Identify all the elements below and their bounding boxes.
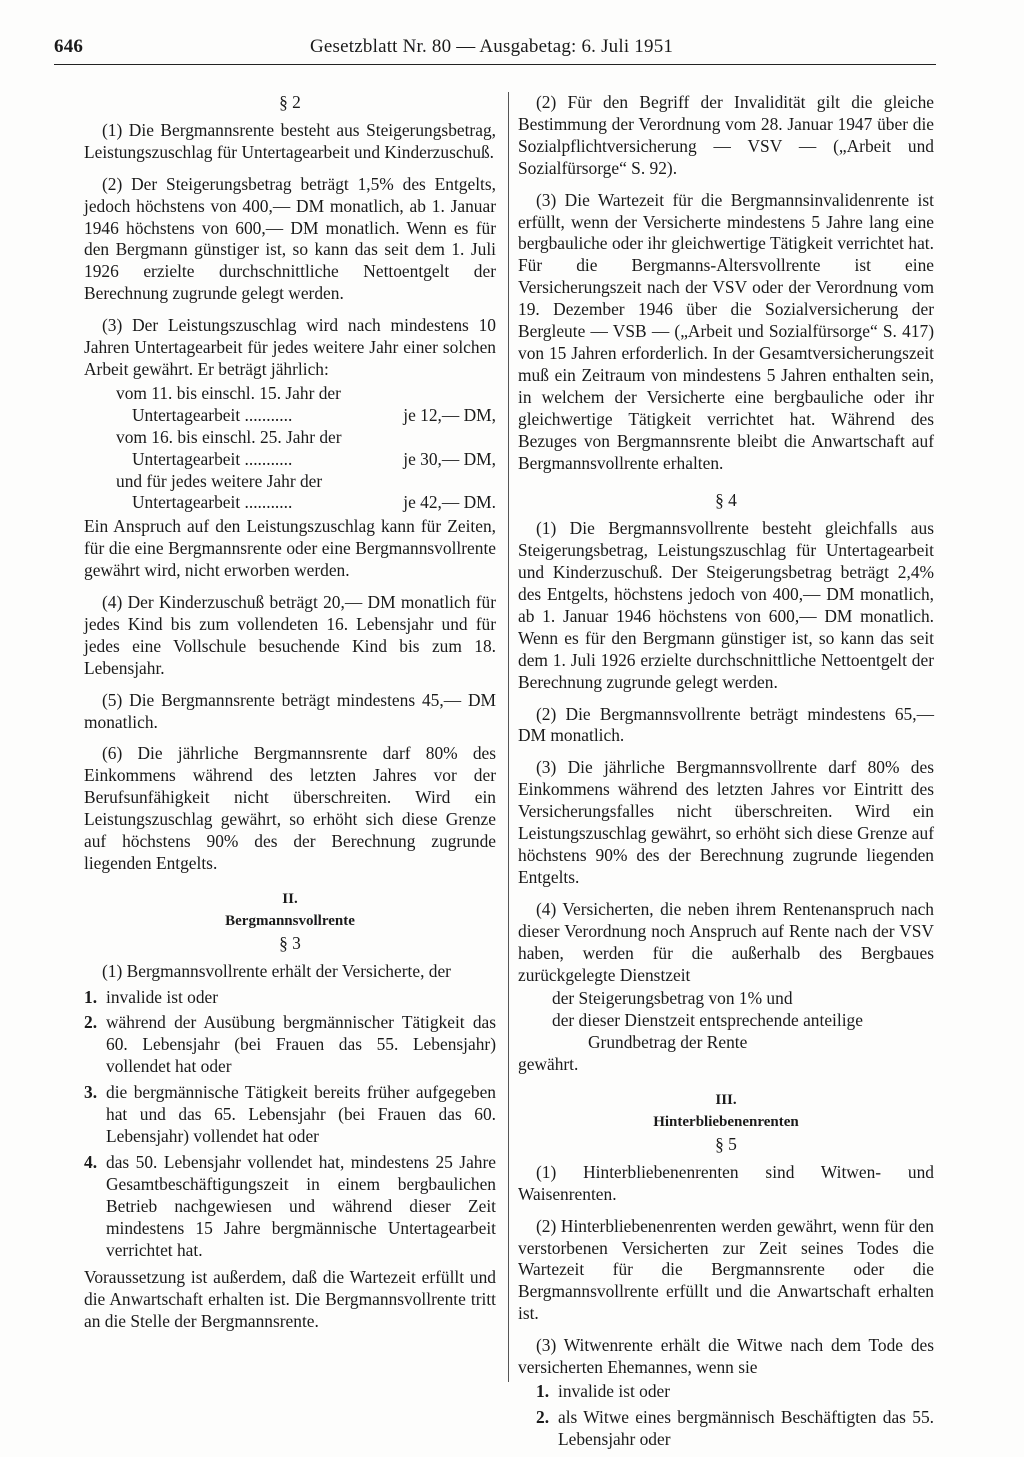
indented-line: der dieser Dienstzeit entsprechende anteilige: [552, 1010, 863, 1031]
paragraph: (2) Hinterbliebenenrenten werden gewährt, wenn für den verstorbenen Versicherten zur Zeit seines Todes die Wartezeit für die Bergmannsrente oder die Bergmannsvollrente erfüllt und die Anwartschaft erhalten ist.: [518, 1215, 934, 1324]
list-item-number: 2.: [536, 1406, 550, 1427]
list-item-text: das 50. Lebensjahr vollendet hat, mindestens 25 Jahre Gesamtbeschäftigungszeit in einem bergbaulichen Betrieb nachgewiesen und während dieser Zeit mindestens 15 Jahre bergmännische Untertagearbeit verrichtet hat.: [106, 1151, 496, 1260]
page-header: [54, 36, 936, 65]
list-item: [84, 1152, 496, 1262]
paragraph: (3) Witwenrente erhält die Witwe nach dem Tode des versicherten Ehemannes, wenn sie: [518, 1335, 934, 1378]
table-row-label: Untertagearbeit ...........: [132, 492, 293, 513]
table-row: [84, 471, 496, 493]
paragraph-tail: gewährt.: [518, 1054, 579, 1075]
table-row-amount: je 30,— DM,: [403, 448, 496, 469]
paragraph: (2) Der Steigerungsbetrag beträgt 1,5% des Entgelts, jedoch höchstens von 400,— DM monatlich, ab 1. Januar 1946 höchstens von 600,— DM monatlich. Wenn es für den Bergmann günstiger ist, so kann das seit dem 1. Juli 1926 erzielte durchschnittliche Nettoentgelt der Berechnung zugrunde gelegt werden.: [84, 173, 496, 304]
list-item-text: invalide ist oder: [106, 986, 219, 1007]
supplement-table: [84, 383, 496, 514]
paragraph: (1) Hinterbliebenenrenten sind Witwen- und Waisenrenten.: [518, 1161, 934, 1204]
list-item-number: 4.: [84, 1151, 98, 1172]
table-row-label: und für jedes weitere Jahr der: [116, 470, 323, 491]
table-row-label: Untertagearbeit ...........: [132, 448, 293, 469]
table-row-label: Untertagearbeit ...........: [132, 404, 293, 425]
list-item-number: 1.: [84, 986, 98, 1007]
table-row: [84, 405, 496, 427]
paragraph: (4) Versicherten, die neben ihrem Rentenanspruch nach dieser Verordnung noch Anspruch auf Rente nach der VSV haben, werden für die außerhalb des Bergbaues zurückgelegte Dienstzeit: [518, 898, 934, 985]
list-item-number: 3.: [84, 1082, 98, 1103]
paragraph: (3) Der Leistungszuschlag wird nach mindestens 10 Jahren Untertagearbeit für jedes weitere Jahr einer solchen Arbeit gewährt. Er beträgt jährlich:: [84, 315, 496, 379]
paragraph: (4) Der Kinderzuschuß beträgt 20,— DM monatlich für jedes Kind bis zum vollendeten 16. Lebensjahr und für jedes eine Vollschule besuchende Kind bis zum 18. Lebensjahr.: [84, 592, 496, 678]
list-item-text: während der Ausübung bergmännischer Tätigkeit das 60. Lebensjahr (bei Frauen das 55. Lebensjahr) vollendet hat oder: [106, 1012, 496, 1077]
paragraph: (3) Die Wartezeit für die Bergmannsinvalidenrente ist erfüllt, wenn der Versicherte mindestens 5 Jahre lang eine bergbauliche oder ihr gleichwertige Tätigkeit verrichtet hat. Für die Bergmanns-Altersvollrente ist eine Versicherungszeit nach der VSV oder der Verordnung vom 19. Dezember 1946 über die Sozialversicherung der Bergleute — VSB — („Arbeit und Sozialfürsorge“ S. 417) von 15 Jahren erforderlich. In der Gesamtversicherungszeit muß ein Zeitraum von mindestens 5 Jahren enthalten sein, in welchem der Versicherte eine bergbauliche oder ihr gleichwertige Tätigkeit verrichtet hat. Während des Bezuges von Bergmannsrente bleibt die Anwartschaft auf Bergmannsvollrente erhalten.: [518, 189, 934, 473]
condition-list: [518, 1381, 934, 1451]
table-row: [84, 449, 496, 471]
list-item: [536, 1407, 934, 1451]
table-row-label: vom 11. bis einschl. 15. Jahr der: [116, 382, 341, 403]
section-heading-4: § 4: [715, 490, 737, 511]
column-divider: [508, 92, 509, 1382]
paragraph: Ein Anspruch auf den Leistungszuschlag kann für Zeiten, für die eine Bergmannsrente oder eine Bergmannsvollrente gewährt wird, nicht erworben werden.: [84, 516, 496, 581]
section-heading-5: § 5: [715, 1133, 737, 1154]
running-head: Gesetzblatt Nr. 80 — Ausgabetag: 6. Juli 1951: [310, 36, 674, 57]
paragraph: (1) Bergmannsvollrente erhält der Versicherte, der: [102, 960, 451, 981]
list-item-text: die bergmännische Tätigkeit bereits früher aufgegeben hat und das 65. Lebensjahr (bei Frauen das 60. Lebensjahr) vollendet hat oder: [106, 1082, 496, 1146]
paragraph: Voraussetzung ist außerdem, daß die Wartezeit erfüllt und die Anwartschaft erhalten ist. Die Bergmannsvollrente tritt an die Stelle der Bergmannsrente.: [84, 1267, 496, 1332]
condition-list: [84, 987, 496, 1262]
table-row: [84, 427, 496, 449]
paragraph: (3) Die jährliche Bergmannsvollrente darf 80% des Einkommens während des letzten Jahres vor Eintritt des Versicherungsfalles nicht überschreiten. Wird ein Leistungszuschlag gewährt, so erhöht sich diese Grenze auf höchstens 90% des der Berechnung zugrunde liegenden Entgelts.: [518, 757, 934, 887]
part-number: II.: [282, 890, 298, 907]
table-row-label: vom 16. bis einschl. 25. Jahr der: [116, 426, 342, 447]
page-number: 646: [54, 36, 84, 57]
table-row: [84, 492, 496, 514]
list-item-number: 2.: [84, 1012, 98, 1033]
list-item-text: invalide ist oder: [558, 1380, 671, 1401]
list-item-number: 1.: [536, 1380, 550, 1401]
table-row-amount: je 42,— DM.: [403, 492, 496, 513]
part-heading: Hinterbliebenenrenten: [653, 1113, 799, 1130]
right-column: [518, 92, 934, 1457]
list-item: [84, 987, 496, 1009]
list-item: [84, 1082, 496, 1148]
list-item-text: als Witwe eines bergmännisch Beschäftigten das 55. Lebensjahr oder: [558, 1406, 934, 1449]
part-number: III.: [715, 1092, 737, 1109]
list-item: [84, 1012, 496, 1078]
left-column: [84, 92, 496, 1343]
paragraph: (2) Für den Begriff der Invalidität gilt die gleiche Bestimmung der Verordnung vom 28. Januar 1947 über die Sozialpflichtversicherung — VSV — („Arbeit und Sozialfürsorge“ S. 92).: [518, 92, 934, 178]
paragraph: (1) Die Bergmannsvollrente besteht gleichfalls aus Steigerungsbetrag, Leistungszuschlag für Untertagearbeit und Kinderzuschuß. Der Steigerungsbetrag beträgt 2,4% des Entgelts, höchstens jedoch von 400,— DM monatlich, ab 1. Januar 1946 höchstens von 600,— DM monatlich. Wenn es für den Bergmann günstiger ist, so kann das seit dem 1. Juli 1926 erzielte durchschnittliche Nettoentgelt der Berechnung zugrunde gelegt werden.: [518, 518, 934, 692]
paragraph: (1) Die Bergmannsrente besteht aus Steigerungsbetrag, Leistungszuschlag für Untertagearbeit und Kinderzuschuß.: [84, 119, 496, 162]
table-row: [84, 383, 496, 405]
table-row-amount: je 12,— DM,: [403, 404, 496, 425]
part-heading: Bergmannsvollrente: [225, 912, 355, 929]
paragraph: (2) Die Bergmannsvollrente beträgt mindestens 65,— DM monatlich.: [518, 703, 934, 746]
list-item: [536, 1381, 934, 1403]
paragraph: (5) Die Bergmannsrente beträgt mindestens 45,— DM monatlich.: [84, 689, 496, 732]
paragraph: (6) Die jährliche Bergmannsrente darf 80% des Einkommens während des letzten Jahres vor der Berufsunfähigkeit nicht überschreiten. Wird ein Leistungszuschlag gewährt, so erhöht sich diese Grenze auf höchstens 90% des der Berechnung zugrunde liegenden Entgelts.: [84, 743, 496, 873]
indented-line: Grundbetrag der Rente: [588, 1032, 748, 1053]
section-heading-2: § 2: [279, 92, 301, 112]
section-heading-3: § 3: [279, 932, 301, 953]
indented-line: der Steigerungsbetrag von 1% und: [552, 988, 793, 1009]
